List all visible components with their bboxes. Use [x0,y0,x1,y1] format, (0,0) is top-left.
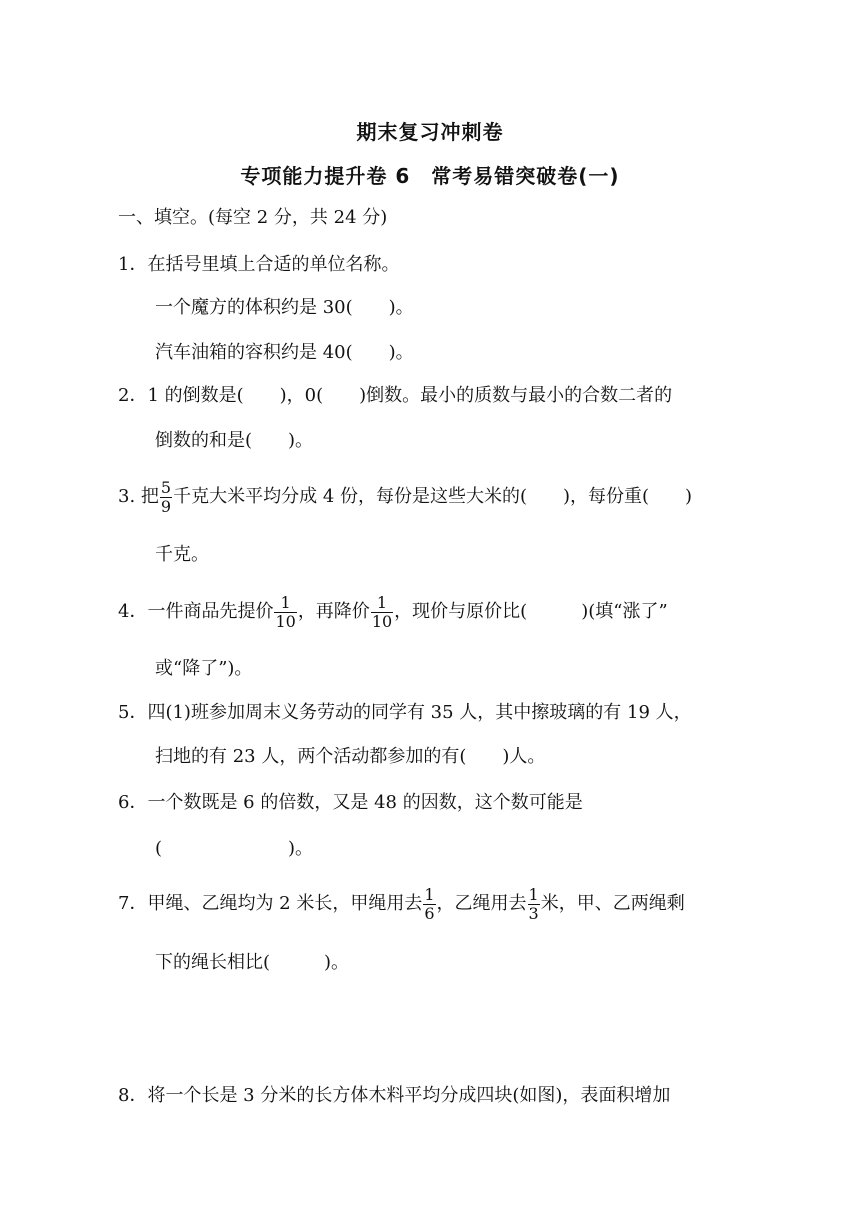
question-1-a: 一个魔方的体积约是 30( )。 [155,297,414,318]
question-7-mid: ，乙绳用去 [436,893,527,914]
question-3-rest: 千克大米平均分成 4 份，每份是这些大米的( )，每份重( ) [173,486,693,507]
question-4-line1 [118,590,668,634]
question-5-line2: 扫地的有 23 人，两个活动都参加的有( )人。 [155,746,546,767]
fraction [423,886,435,923]
question-7-prefix: 7．甲绳、乙绳均为 2 米长，甲绳用去 [118,893,423,914]
fraction [528,886,540,923]
numerator: 1 [274,594,296,613]
denominator: 10 [371,611,393,631]
question-3-line1 [118,475,692,519]
numerator: 1 [424,884,435,904]
section-heading: 一、填空。(每空 2 分，共 24 分) [118,207,388,228]
denominator: 3 [528,903,539,923]
question-4-mid: ，再降价 [297,601,370,622]
question-6-line2: ( )。 [155,838,314,859]
question-5-line1: 5．四(1)班参加周末义务劳动的同学有 35 人，其中擦玻璃的有 19 人， [118,702,692,723]
question-6-line1: 6．一个数既是 6 的倍数，又是 48 的因数，这个数可能是 [118,792,583,813]
numerator: 1 [528,884,539,904]
question-4-line2: 或“降了”)。 [155,658,253,679]
question-2-line1: 2．1 的倒数是( )，0( )倒数。最小的质数与最小的合数二者的 [118,385,673,406]
page-subtitle: 专项能力提升卷 6 常考易错突破卷(一) [240,164,620,188]
numerator: 5 [160,477,172,497]
denominator: 10 [275,611,296,631]
denominator: 9 [160,496,172,516]
question-3-prefix: 3. 把 [118,486,159,507]
question-1-b: 汽车油箱的容积约是 40( )。 [155,342,414,363]
fraction [160,479,172,516]
page-title: 期末复习冲刺卷 [356,120,504,144]
numerator: 1 [371,594,393,613]
question-7-line2: 下的绳长相比( )。 [155,952,350,973]
question-3-line2: 千克。 [155,544,209,565]
question-4-prefix: 4．一件商品先提价 [118,601,274,622]
question-2-line2: 倒数的和是( )。 [155,430,314,451]
question-7-rest: 米，甲、乙两绳剩 [540,893,685,914]
fraction [274,594,296,631]
question-7-line1 [118,882,685,926]
fraction [371,594,393,631]
question-4-rest: ，现价与原价比( )(填“涨了” [394,601,668,622]
denominator: 6 [424,903,435,923]
question-1-stem: 1．在括号里填上合适的单位名称。 [118,254,400,275]
question-8-line1: 8．将一个长是 3 分米的长方体木料平均分成四块(如图)，表面积增加 [118,1085,671,1106]
